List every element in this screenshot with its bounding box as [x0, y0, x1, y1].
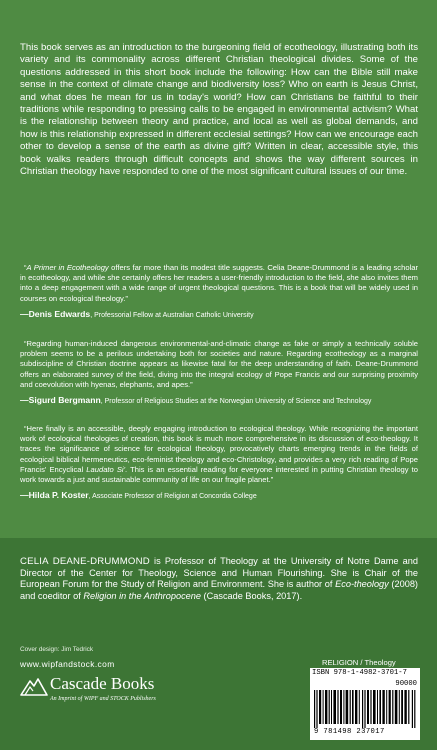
- endorser-name: —Sigurd Bergmann: [20, 395, 101, 406]
- endorsement-1: [20, 263, 418, 321]
- book-description: This book serves as an introduction to the burgeoning field of ecotheology, illustrating both its variety and its commonality across different Christian theological divides. Some of the questions addressed in this short book include the following: How can the Bible still make sense in the context of climate change and biodiversity loss? Who on earth is Jesus Christ, and what does he mean for us in today's world? How can Christians be faithful to their traditions while responding to pressing calls to be engaged in environmental activism? What is the relationship between theory and practice, and local as well as global demands, and how is this relationship expressed in different ecclesial settings? How can we encourage each other to develop a sense of the earth as divine gift? Written in clear, accessible style, this book walks readers through difficult concepts and shows the way different sources in Christian theology have responded to one of the most significant cultural issues of our time.: [20, 42, 418, 178]
- endorsement-attribution: [20, 490, 418, 502]
- cover-design-credit: Cover design: Jim Tedrick: [20, 646, 94, 653]
- quote-text-end: . This is an essential reading for everyone interested in putting Christian theology to work towards a just and sustainable community of life on our fragile planet.”: [20, 464, 418, 485]
- endorser-name: —Denis Edwards: [20, 308, 91, 319]
- author-bio: [20, 556, 418, 602]
- author-name: CELIA DEANE-DRUMMOND: [20, 556, 150, 567]
- bio-text: is Professor of Theology at the University of Notre Dame and Director of the Center for Theology, Science and Human Flourishing. She is Chair of the European Forum for the Study of Religion and Environment. She is author of: [20, 556, 418, 590]
- endorser-affiliation: , Professor of Religious Studies at the Norwegian University of Science and Technology: [100, 398, 372, 406]
- isbn-label: ISBN 978-1-4982-3701-7: [312, 669, 407, 677]
- publisher-name: Cascade Books: [50, 674, 155, 693]
- endorser-affiliation: , Professorial Fellow at Australian Catholic University: [90, 311, 254, 319]
- endorser-affiliation: , Associate Professor of Religion at Concordia College: [88, 493, 257, 501]
- bio-book-title: Eco-theology: [335, 579, 389, 590]
- endorsement-quote: [20, 263, 418, 304]
- publisher-tagline: An Imprint of WIPF and STOCK Publishers: [50, 696, 156, 702]
- quoted-book-title: Laudato Si': [86, 464, 126, 474]
- publisher-logo: [20, 674, 190, 714]
- quote-text: “Here finally is an accessible, deeply engaging introduction to ecological theology. While recognizing the important work of ecological theologies of creation, this book is much more comprehensive in its discussion of eco-theology. It traces the significance of science for ecological theology, provocatively charts emerging trends in the fields of ecological biblical hermeneutics, eco-feminist theology and eco-Christology, and provides a very rich reading of Pope Francis' Encyclical: [20, 424, 418, 474]
- endorser-name: —Hilda P. Koster: [20, 490, 89, 501]
- quote-mark: “: [24, 263, 27, 272]
- quote-text: offers far more than its modest title suggests. Celia Deane-Drummond is a leading scholar in ecotheology, and while she certainly offers her readers a user-friendly introduction to the field, she also invites them into a deep engagement with a wide range of urgent theological questions. This is a book that will be widely used in courses on ecological theology.”: [20, 263, 418, 303]
- bio-text: (2008) and coeditor of: [20, 579, 418, 601]
- isbn-digits: 9 781498 237017: [314, 728, 385, 736]
- endorsement-quote: “Regarding human-induced dangerous environmental-and-climatic change as fake or simply a technically soluble problem seems to be a perilous undertaking both for societies and nature. Regarding ecotheology as a marginal subdiscipline of Christian doctrine appears as likewise fatal for the deep understanding of faith. Deane-Drummond offers an elaborated survey of the field, diving into the integral ecology of Pope Francis and our surprising proximity and coevolution with hyenas, elephants, and apes.”: [20, 339, 418, 389]
- endorsement-2: [20, 339, 418, 407]
- endorsement-attribution: [20, 309, 418, 321]
- price-code: 90000: [395, 680, 417, 688]
- endorsement-quote: [20, 424, 418, 485]
- mountain-icon: [20, 675, 48, 697]
- barcode-bars-icon: [314, 690, 416, 728]
- endorsement-3: [20, 424, 418, 502]
- quoted-book-title: A Primer in Ecotheology: [26, 263, 109, 272]
- isbn-barcode: [310, 668, 420, 740]
- endorsement-attribution: [20, 395, 418, 407]
- bio-text: (Cascade Books, 2017).: [201, 590, 303, 601]
- publisher-website: www.wipfandstock.com: [20, 659, 115, 669]
- category-label: RELIGION / Theology: [322, 658, 396, 667]
- bio-book-title: Religion in the Anthropocene: [83, 590, 201, 601]
